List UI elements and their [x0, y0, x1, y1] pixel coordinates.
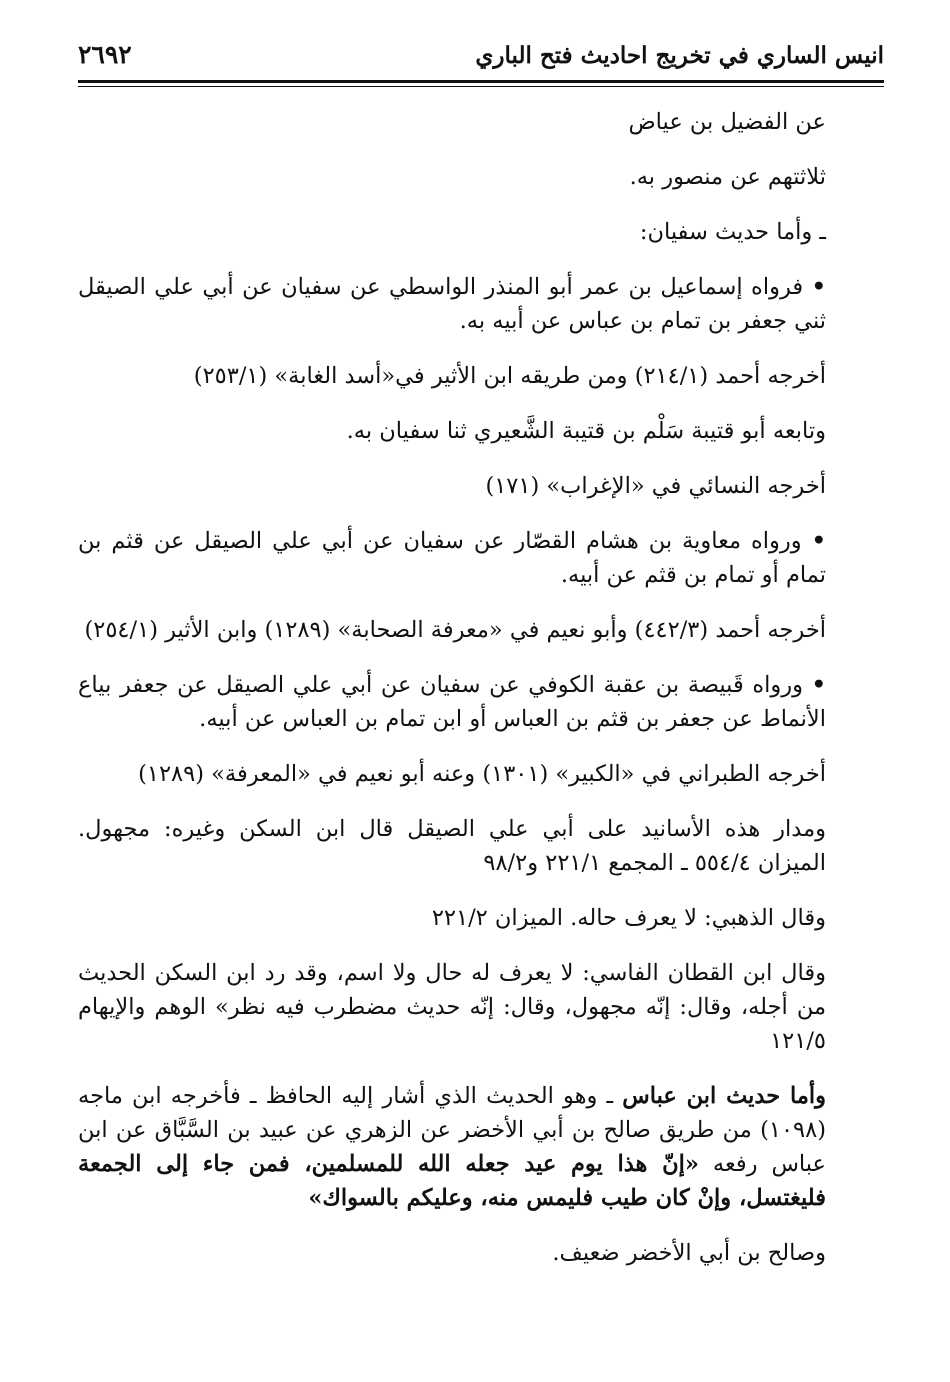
header-rule-thin: [78, 86, 884, 87]
bullet-icon: •: [811, 274, 826, 300]
paragraph: وقال الذهبي: لا يعرف حاله. الميزان ٢٢١/٢: [431, 905, 826, 931]
paragraph: ـ وأما حديث سفيان:: [639, 219, 826, 245]
bullet-icon: •: [811, 528, 826, 554]
bullet-paragraph: [78, 270, 884, 338]
hadith-quote: «إنّ هذا يوم عيد جعله الله للمسلمين، فمن جاء إلى الجمعة فليغتسل، وإنْ كان طيب فليمس منه، وعليكم بالسواك»: [78, 1151, 826, 1211]
header-rule-thick: [78, 80, 884, 83]
paragraph-text: ورواه قَبيصة بن عقبة الكوفي عن سفيان عن أبي علي الصيقل عن جعفر بياع الأنماط عن جعفر بن قثم بن العباس أو ابن تمام بن العباس عن أبيه.: [78, 672, 826, 732]
bullet-paragraph: [78, 668, 884, 736]
paragraph: أخرجه الطبراني في «الكبير» (١٣٠١) وعنه أبو نعيم في «المعرفة» (١٢٨٩): [138, 761, 826, 787]
document-page: [78, 40, 884, 1291]
paragraph: أخرجه أحمد (٤٤٢/٣) وأبو نعيم في «معرفة الصحابة» (١٢٨٩) وابن الأثير (٢٥٤/١): [84, 617, 826, 643]
paragraph: أخرجه أحمد (٢١٤/١) ومن طريقه ابن الأثير في«أسد الغابة» (٢٥٣/١): [193, 363, 826, 389]
paragraph: وصالح بن أبي الأخضر ضعيف.: [552, 1240, 826, 1266]
paragraph-text: ورواه معاوية بن هشام القصّار عن سفيان عن أبي علي الصيقل عن قثم بن تمام أو تمام بن قثم عن أبيه.: [78, 528, 826, 588]
paragraph: [78, 1079, 884, 1215]
page-number: ٢٦٩٢: [78, 40, 132, 69]
paragraph: ثلاثتهم عن منصور به.: [629, 164, 826, 190]
paragraph-text: ـ وهو الحديث الذي أشار إليه الحافظ ـ فأخرجه ابن ماجه (١٠٩٨) من طريق صالح بن أبي الأخضر عن الزهري عن عبيد بن السَّبَّاق عن ابن عباس رفعه: [78, 1083, 826, 1177]
paragraph: ومدار هذه الأسانيد على أبي علي الصيقل قال ابن السكن وغيره: مجهول. الميزان ٥٥٤/٤ ـ المجمع ٢٢١/١ و٩٨/٢: [78, 816, 826, 876]
section-lead: وأما حديث ابن عباس: [622, 1083, 826, 1109]
paragraph-text: فرواه إسماعيل بن عمر أبو المنذر الواسطي عن سفيان عن أبي علي الصيقل ثني جعفر بن تمام بن عباس عن أبيه به.: [78, 274, 826, 334]
paragraph: أخرجه النسائي في «الإغراب» (١٧١): [485, 473, 826, 499]
paragraph: وتابعه أبو قتيبة سَلْم بن قتيبة الشَّعيري ثنا سفيان به.: [346, 418, 826, 444]
page-body: [78, 105, 884, 1270]
paragraph: وقال ابن القطان الفاسي: لا يعرف له حال ولا اسم، وقد رد ابن السكن الحديث من أجله، وقال: إنّه مجهول، وقال: إنّه حديث مضطرب فيه نظر» الوهم والإيهام ١٢١/٥: [78, 960, 826, 1054]
paragraph: عن الفضيل بن عياض: [628, 109, 826, 135]
bullet-paragraph: [78, 524, 884, 592]
bullet-icon: •: [811, 672, 826, 698]
running-title: انيس الساري في تخريج احاديث فتح الباري: [475, 42, 884, 69]
page-header: [78, 40, 884, 78]
